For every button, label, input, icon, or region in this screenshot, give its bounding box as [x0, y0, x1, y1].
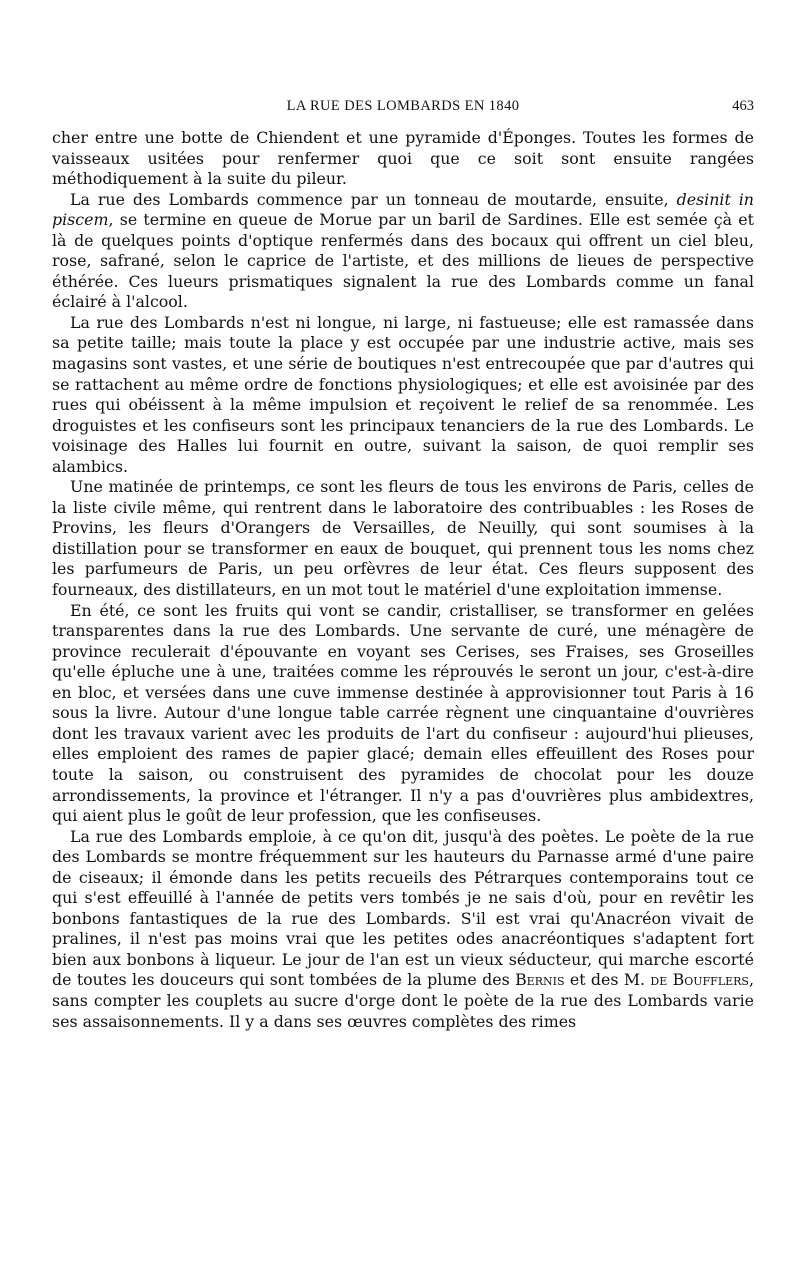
paragraph-1: cher entre une botte de Chiendent et une pyramide d'Éponges. Toutes les formes de vaisseaux usitées pour renfermer quoi que ce soit sont ensuite rangées méthodiquement à la suite du pileur.: [52, 128, 754, 189]
running-title: LA RUE DES LOMBARDS EN 1840: [286, 98, 520, 114]
paragraph-5: En été, ce sont les fruits qui vont se candir, cristalliser, se transformer en gelées transparentes dans la rue des Lombards. Une servante de curé, une ménagère de province reculerait d'épouvante en voyant ses Cerises, ses Fraises, ses Groseilles qu'elle épluche une à une, traitées comme les réprouvés le seront un jour, c'est-à-dire en bloc, et versées dans une cuve immense destinée à approvisionner tout Paris à 16 sous la livre. Autour d'une longue table carrée règnent une cinquantaine d'ouvrières dont les travaux varient avec les produits de l'art du confiseur : aujourd'hui plieuses, elles emploient des rames de papier glacé; demain elles effeuillent des Roses pour toute la saison, ou construisent des pyramides de chocolat pour les douze arrondissements, la province et l'étranger. Il n'y a pas d'ouvrières plus ambidextres, qui aient plus le goût de leur profession, que les confiseuses.: [52, 600, 754, 826]
paragraph-2: [52, 190, 754, 313]
paragraph-2-start: La rue des Lombards commence par un tonneau de moutarde, ensuite,: [70, 189, 677, 209]
paragraph-6-part-1: La rue des Lombards emploie, à ce qu'on dit, jusqu'à des poètes. Le poète de la rue des Lombards se montre fréquemment sur les hauteurs du Parnasse armé d'une paire de ciseaux; il émonde dans les petits recueils des Pétrarques contemporains tout ce qui s'est effeuillé à l'année de petits vers tombés je ne sais d'où, pour en revêtir les bonbons fantastiques de la rue des Lombards. S'il est vrai qu'Anacréon vivait de pralines, il n'est pas moins vrai que les petites odes anacréontiques s'adaptent fort bien aux bonbons à liqueur. Le jour de l'an est un vieux séducteur, qui marche escorté de toutes les douceurs qui sont tombées de la plume des: [52, 826, 754, 990]
body-text: [52, 128, 754, 1032]
latin-phrase: desinit in piscem: [52, 189, 754, 230]
paragraph-6: [52, 827, 754, 1032]
paragraph-3: La rue des Lombards n'est ni longue, ni large, ni fastueuse; elle est ramassée dans sa petite taille; mais toute la place y est occupée par une industrie active, mais ses magasins sont vastes, et une série de boutiques n'est entrecoupée que par d'autres qui se rattachent au même ordre de fonctions physiologiques; et elle est avoisinée par des rues qui obéissent à la même impulsion et reçoivent le relief de sa renommée. Les droguistes et les confiseurs sont les principaux tenanciers de la rue des Lombards. Le voisinage des Halles lui fournit en outre, suivant la saison, de quoi remplir ses alambics.: [52, 312, 754, 476]
page-number: 463: [732, 98, 754, 114]
paragraph-4: Une matinée de printemps, ce sont les fleurs de tous les environs de Paris, celles de la liste civile même, qui rentrent dans le laboratoire des contribuables : les Roses de Provins, les fleurs d'Orangers de Versailles, de Neuilly, qui sont soumises à la distillation pour se transformer en eaux de bouquet, qui prennent tous les noms chez les parfumeurs de Paris, un peu orfèvres de leur état. Ces fleurs supposent des fourneaux, des distillateurs, en un mot tout le matériel d'une exploitation immense.: [52, 477, 754, 600]
paragraph-6-part-2: et des: [564, 970, 624, 990]
name-boufflers: M. de Boufflers: [623, 970, 749, 990]
page-header: [52, 94, 754, 118]
name-bernis: Bernis: [515, 970, 565, 990]
paragraph-6-part-3: , sans compter les couplets au sucre d'orge dont le poète de la rue des Lombards varie ses assaisonnements. Il y a dans ses œuvres complètes des rimes: [52, 970, 754, 1031]
paragraph-2-end: , se termine en queue de Morue par un baril de Sardines. Elle est semée çà et là de quelques points d'optique renfermés dans des bocaux qui offrent un ciel bleu, rose, safrané, selon le caprice de l'artiste, et des millions de lieues de perspective éthérée. Ces lueurs prismatiques signalent la rue des Lombards comme un fanal éclairé à l'alcool.: [52, 210, 754, 312]
